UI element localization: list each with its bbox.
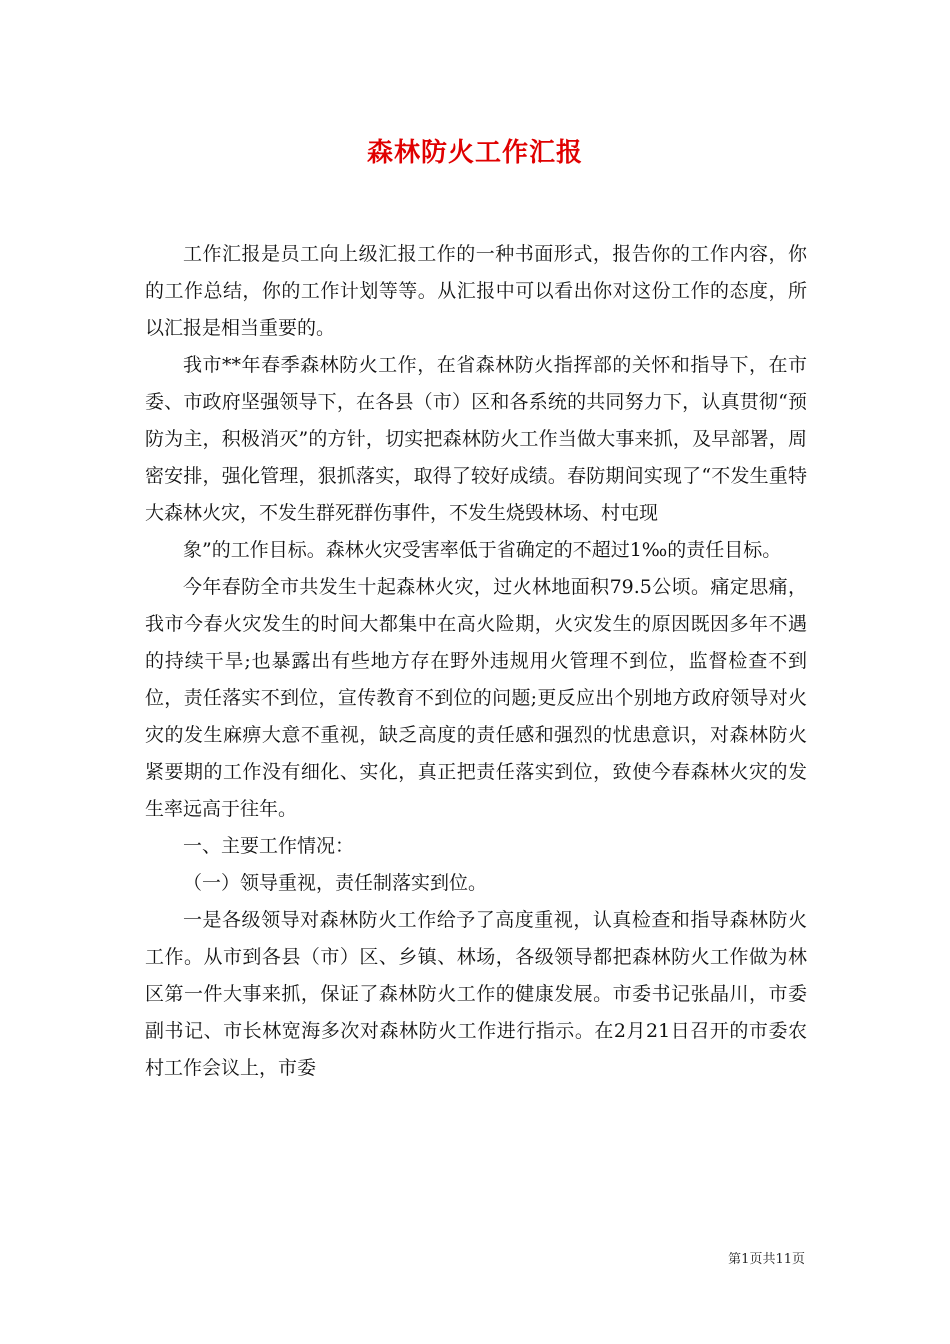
document-body (145, 236, 807, 1087)
page-number: 第1页共11页 (728, 1252, 805, 1267)
subsection-heading-leadership: （一）领导重视，责任制落实到位。 (183, 872, 488, 894)
document-title: 森林防火工作汇报 (366, 138, 583, 168)
section-heading-main-work: 一、主要工作情况： (183, 835, 355, 857)
paragraph-fire-stats: 今年春防全市共发生十起森林火灾，过火林地面积79.5公顷。痛定思痛，我市今春火灾发生的时间大都集中在高火险期，火灾发生的原因既因多年不遇的持续干旱;也暴露出有些地方存在野外违规用火管理不到位，监督检查不到位，责任落实不到位，宣传教育不到位的问题;更反应出个别地方政府领导对火灾的发生麻痹大意不重视，缺乏高度的责任感和强烈的忧患意识，对森林防火紧要期的工作没有细化、实化，真正把责任落实到位，致使今春森林火灾的发生率远高于往年。 (145, 576, 807, 820)
paragraph-leadership-detail: 一是各级领导对森林防火工作给予了高度重视，认真检查和指导森林防火工作。从市到各县（市）区、乡镇、林场，各级领导都把森林防火工作做为林区第一件大事来抓，保证了森林防火工作的健康发展。市委书记张晶川，市委副书记、市长林宽海多次对森林防火工作进行指示。在2月21日召开的市委农村工作会议上，市委 (145, 909, 807, 1079)
paragraph-target: 象”的工作目标。森林火灾受害率低于省确定的不超过1‰的责任目标。 (183, 539, 782, 561)
paragraph-spring-summary: 我市**年春季森林防火工作，在省森林防火指挥部的关怀和指导下，在市委、市政府坚强领导下，在各县（市）区和各系统的共同努力下，认真贯彻“预防为主，积极消灭”的方针，切实把森林防火工作当做大事来抓，及早部署，周密安排，强化管理，狠抓落实，取得了较好成绩。春防期间实现了“不发生重特大森林火灾，不发生群死群伤事件，不发生烧毁林场、村屯现 (145, 354, 807, 524)
paragraph-intro: 工作汇报是员工向上级汇报工作的一种书面形式，报告你的工作内容，你的工作总结，你的工作计划等等。从汇报中可以看出你对这份工作的态度，所以汇报是相当重要的。 (145, 243, 807, 339)
